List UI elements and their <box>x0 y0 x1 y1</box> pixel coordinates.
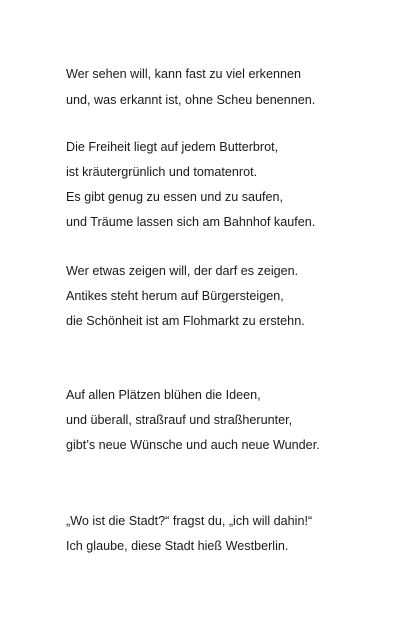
poem-line: Die Freiheit liegt auf jedem Butterbrot, <box>66 140 279 154</box>
poem-line: und Träume lassen sich am Bahnhof kaufen. <box>66 215 316 229</box>
poem-line: Auf allen Plätzen blühen die Ideen, <box>66 388 261 402</box>
poem-line: Antikes steht herum auf Bürgersteigen, <box>66 289 284 303</box>
poem-line: Wer etwas zeigen will, der darf es zeigen. <box>66 264 299 278</box>
poem-line: die Schönheit ist am Flohmarkt zu erstehn. <box>66 314 305 328</box>
poem-line: und, was erkannt ist, ohne Scheu benennen. <box>66 93 316 107</box>
poem-line: gibt’s neue Wünsche und auch neue Wunder. <box>66 438 320 452</box>
poem-line: Ich glaube, diese Stadt hieß Westberlin. <box>66 539 289 553</box>
poem-line: und überall, straßrauf und straßherunter, <box>66 413 293 427</box>
poem-line: „Wo ist die Stadt?“ fragst du, „ich will dahin!“ <box>66 514 313 528</box>
poem-line: Wer sehen will, kann fast zu viel erkennen <box>66 67 301 81</box>
poem-line: Es gibt genug zu essen und zu saufen, <box>66 190 284 204</box>
poem-line: ist kräutergrünlich und tomatenrot. <box>66 165 258 179</box>
